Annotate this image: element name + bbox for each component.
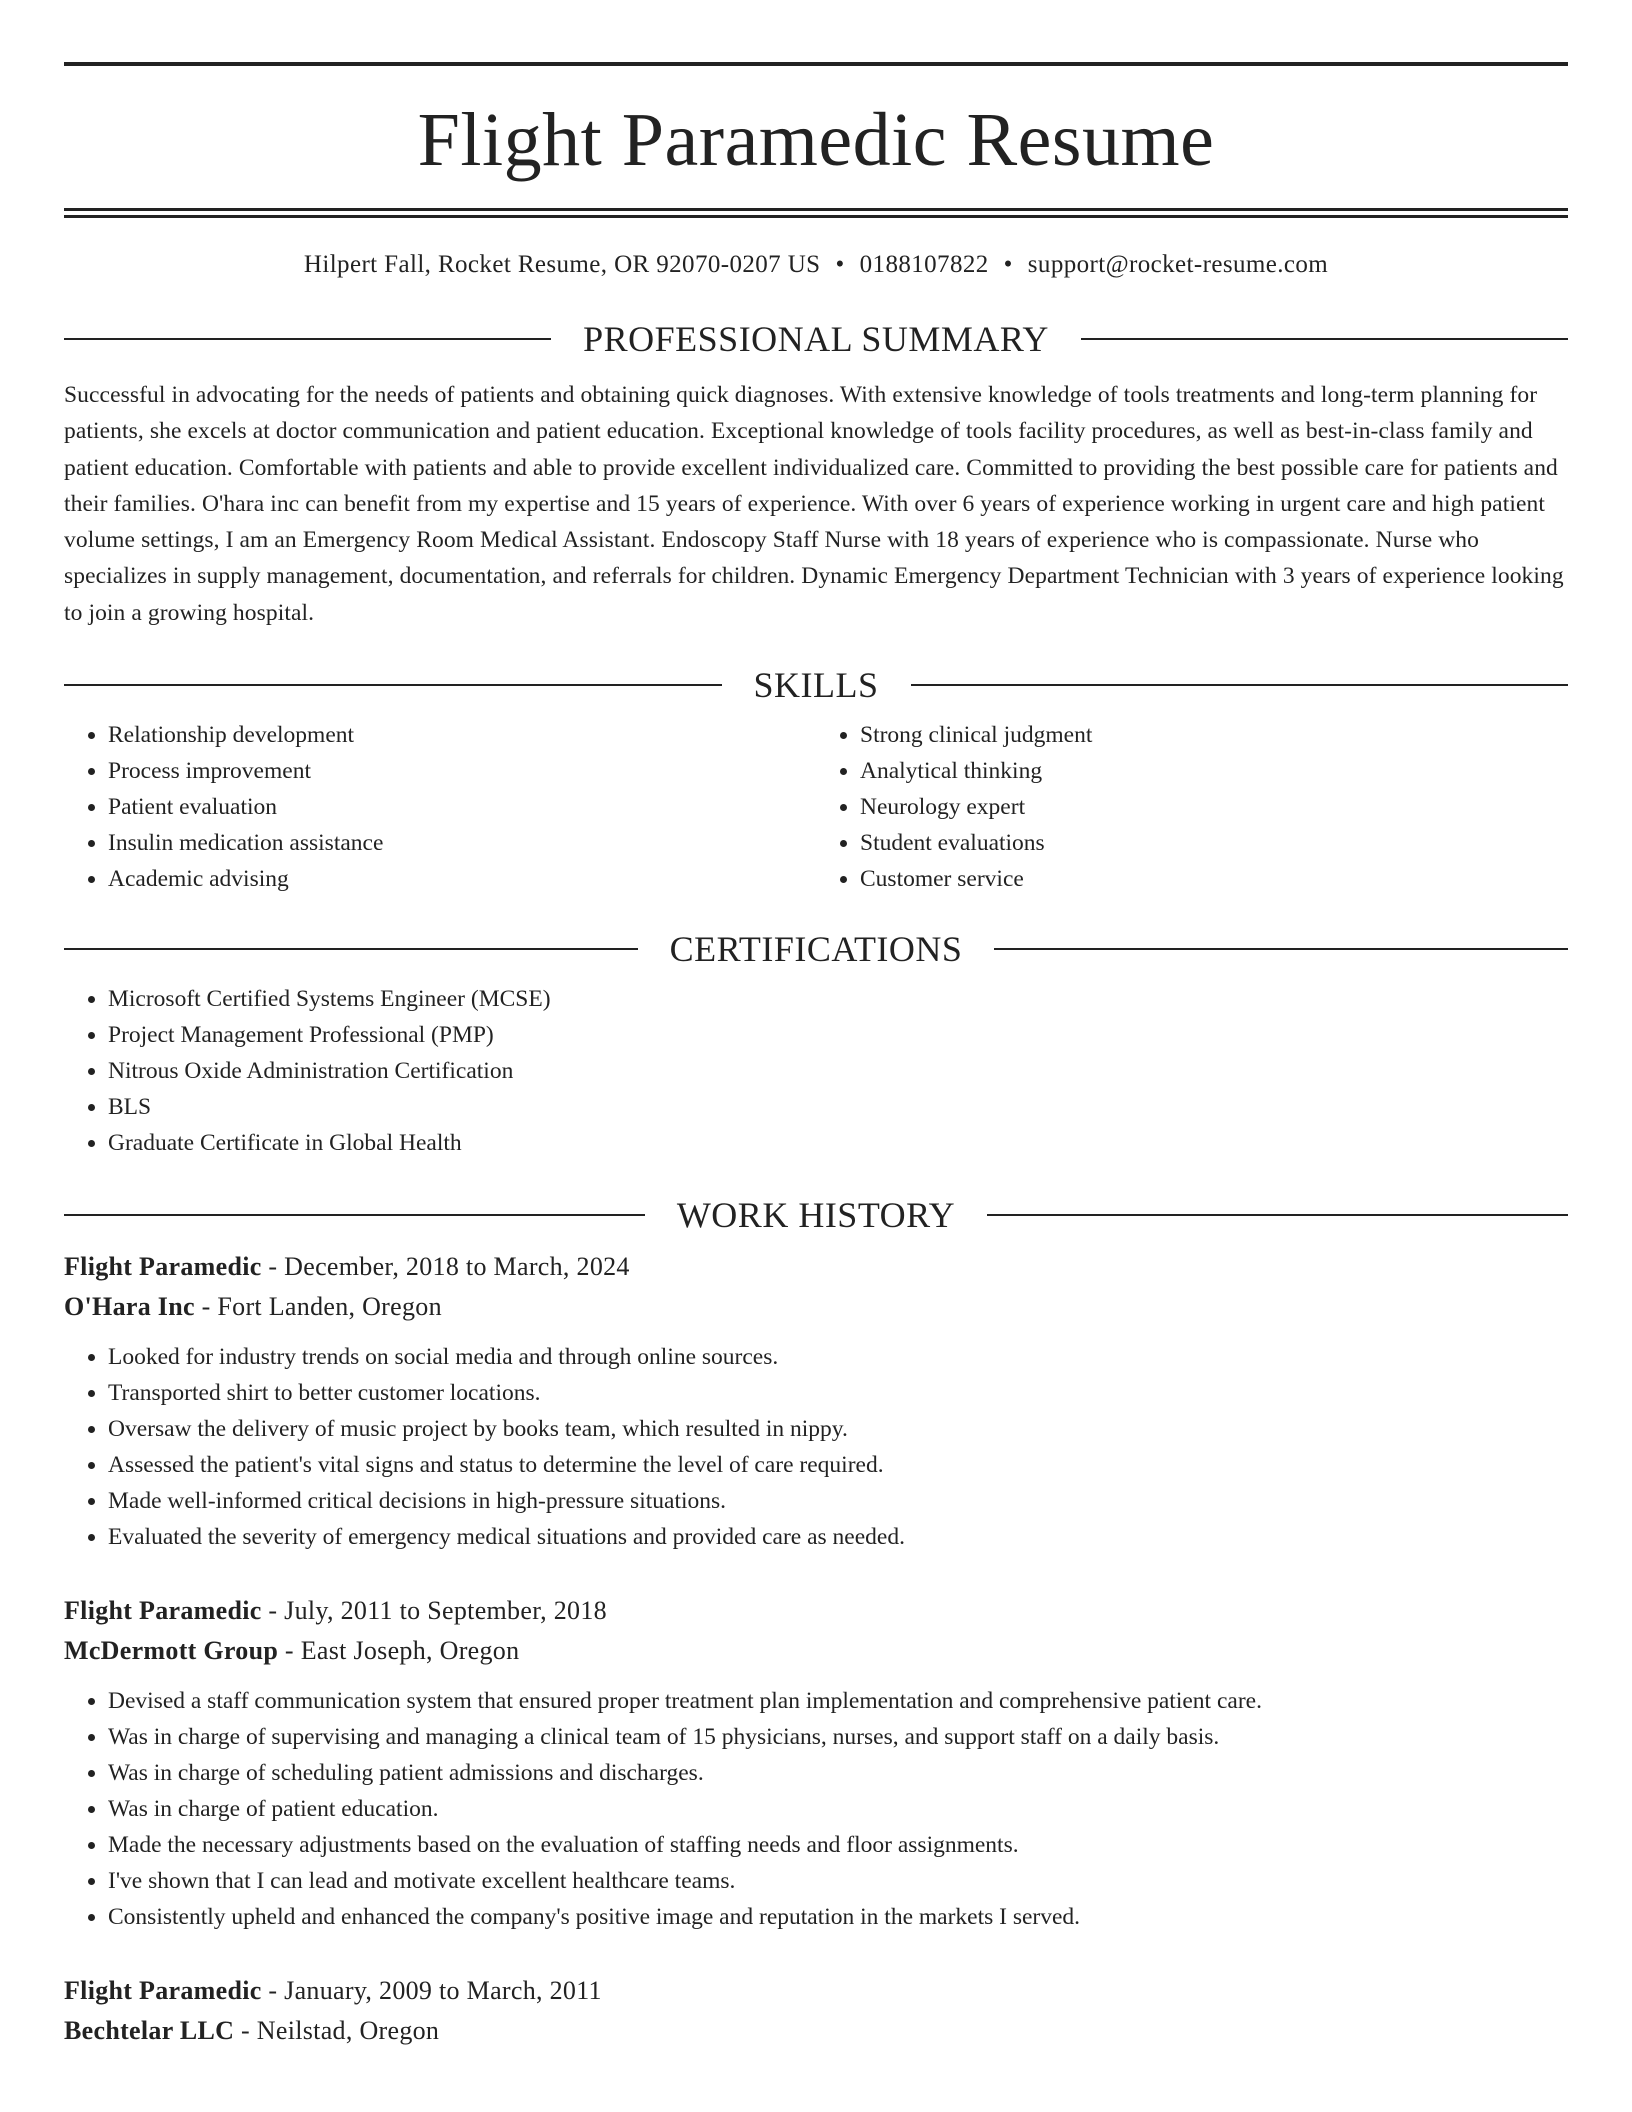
certification-item: • Graduate Certificate in Global Health xyxy=(108,1125,1568,1161)
job-company: McDermott Group xyxy=(64,1636,279,1666)
section-title-certifications: CERTIFICATIONS xyxy=(669,929,963,970)
job-title: Flight Paramedic xyxy=(64,1976,262,2006)
job-company-line: McDermott Group - East Joseph, Oregon xyxy=(64,1636,520,1666)
job-bullet: • Oversaw the delivery of music project by books team, which resulted in nippy. xyxy=(108,1411,1568,1447)
job-company-line: Bechtelar LLC - Neilstad, Oregon xyxy=(64,2016,440,2046)
contact-line xyxy=(64,252,1568,277)
job-bullets xyxy=(64,1683,1568,1935)
skill-item: • Process improvement xyxy=(108,753,816,789)
section-header-skills xyxy=(64,665,1568,706)
job-bullet: • Looked for industry trends on social media and through online sources. xyxy=(108,1339,1568,1375)
job-bullets xyxy=(64,1339,1568,1555)
skill-item: • Academic advising xyxy=(108,861,816,897)
section-rule xyxy=(987,1214,1568,1216)
job-dates: December, 2018 to March, 2024 xyxy=(284,1252,630,1282)
skill-item: • Customer service xyxy=(860,861,1568,897)
contact-separator: • xyxy=(1003,251,1013,278)
job-title-line: Flight Paramedic - January, 2009 to March, 2011 xyxy=(64,1976,602,2006)
title-double-rule xyxy=(64,208,1568,218)
skill-item: • Strong clinical judgment xyxy=(860,717,1568,753)
top-rule xyxy=(64,62,1568,66)
skills-list-right xyxy=(816,717,1568,897)
section-title-summary: PROFESSIONAL SUMMARY xyxy=(583,319,1049,359)
job-company: Bechtelar LLC xyxy=(64,2016,235,2046)
contact-address: Hilpert Fall, Rocket Resume, OR 92070-0207 US xyxy=(303,251,821,278)
section-rule xyxy=(64,338,551,340)
job-bullet: • Devised a staff communication system that ensured proper treatment plan implementation and comprehensive patient care. xyxy=(108,1683,1568,1719)
job-location: Neilstad, Oregon xyxy=(256,2016,440,2046)
section-rule xyxy=(1081,338,1568,340)
certifications-list xyxy=(64,981,1568,1161)
skill-item: • Neurology expert xyxy=(860,789,1568,825)
job-dates: July, 2011 to September, 2018 xyxy=(284,1596,607,1626)
contact-email[interactable]: support@rocket-resume.com xyxy=(1027,251,1329,278)
section-rule xyxy=(64,948,638,950)
contact-separator: • xyxy=(835,251,845,278)
certification-item: • Nitrous Oxide Administration Certification xyxy=(108,1053,1568,1089)
section-header-certifications xyxy=(64,929,1568,970)
summary-paragraph: Successful in advocating for the needs of patients and obtaining quick diagnoses. With extensive knowledge of tools treatments and long-term planning for patients, she excels at doctor communication and patient education. Exceptional knowledge of tools facility procedures, as well as best-in-class family and patient education. Comfortable with patients and able to provide excellent individualized care. Committed to providing the best possible care for patients and their families. O'hara inc can benefit from my expertise and 15 years of experience. With over 6 years of experience working in urgent care and high patient volume settings, I am an Emergency Room Medical Assistant. Endoscopy Staff Nurse with 18 years of experience who is compassionate. Nurse who specializes in supply management, documentation, and referrals for children. Dynamic Emergency Department Technician with 3 years of experience looking to join a growing hospital. xyxy=(64,382,1564,626)
job-bullet: • Made well-informed critical decisions in high-pressure situations. xyxy=(108,1483,1568,1519)
job-location: East Joseph, Oregon xyxy=(300,1636,520,1666)
skill-item: • Analytical thinking xyxy=(860,753,1568,789)
job-bullet: • Made the necessary adjustments based on the evaluation of staffing needs and floor assignments. xyxy=(108,1827,1568,1863)
job-entry xyxy=(64,1591,1568,1935)
skill-item: • Insulin medication assistance xyxy=(108,825,816,861)
skills-list-left xyxy=(64,717,816,897)
section-title-skills: SKILLS xyxy=(753,665,879,706)
job-title-line: Flight Paramedic - December, 2018 to March, 2024 xyxy=(64,1252,630,1282)
section-header-summary xyxy=(64,321,1568,357)
skill-item: • Relationship development xyxy=(108,717,816,753)
job-bullet: • Evaluated the severity of emergency medical situations and provided care as needed. xyxy=(108,1519,1568,1555)
job-location: Fort Landen, Oregon xyxy=(217,1292,442,1322)
job-bullet: • Consistently upheld and enhanced the company's positive image and reputation in the markets I served. xyxy=(108,1899,1568,1935)
job-bullet: • Was in charge of supervising and managing a clinical team of 15 physicians, nurses, and support staff on a daily basis. xyxy=(108,1719,1568,1755)
job-title: Flight Paramedic xyxy=(64,1252,262,1282)
certification-item: • BLS xyxy=(108,1089,1568,1125)
job-dates: January, 2009 to March, 2011 xyxy=(284,1976,602,2006)
certification-item: • Project Management Professional (PMP) xyxy=(108,1017,1568,1053)
section-rule xyxy=(64,1214,645,1216)
skill-item: • Patient evaluation xyxy=(108,789,816,825)
job-entry xyxy=(64,1247,1568,1555)
job-company-line: O'Hara Inc - Fort Landen, Oregon xyxy=(64,1292,442,1322)
job-bullet: • I've shown that I can lead and motivate excellent healthcare teams. xyxy=(108,1863,1568,1899)
job-company: O'Hara Inc xyxy=(64,1292,195,1322)
section-rule xyxy=(911,684,1569,686)
section-header-work xyxy=(64,1195,1568,1236)
job-bullet: • Was in charge of scheduling patient admissions and discharges. xyxy=(108,1755,1568,1791)
section-rule xyxy=(64,684,722,686)
contact-phone[interactable]: 0188107822 xyxy=(859,251,989,278)
skill-item: • Student evaluations xyxy=(860,825,1568,861)
certification-item: • Microsoft Certified Systems Engineer (MCSE) xyxy=(108,981,1568,1017)
job-bullet: • Transported shirt to better customer locations. xyxy=(108,1375,1568,1411)
job-title-line: Flight Paramedic - July, 2011 to September, 2018 xyxy=(64,1596,607,1626)
page-title: Flight Paramedic Resume xyxy=(417,98,1215,182)
section-title-work: WORK HISTORY xyxy=(676,1195,956,1236)
job-title: Flight Paramedic xyxy=(64,1596,262,1626)
job-bullet: • Assessed the patient's vital signs and status to determine the level of care required. xyxy=(108,1447,1568,1483)
skills-grid xyxy=(64,717,1568,897)
job-bullet: • Was in charge of patient education. xyxy=(108,1791,1568,1827)
section-rule xyxy=(994,948,1568,950)
job-entry xyxy=(64,1971,1568,2051)
